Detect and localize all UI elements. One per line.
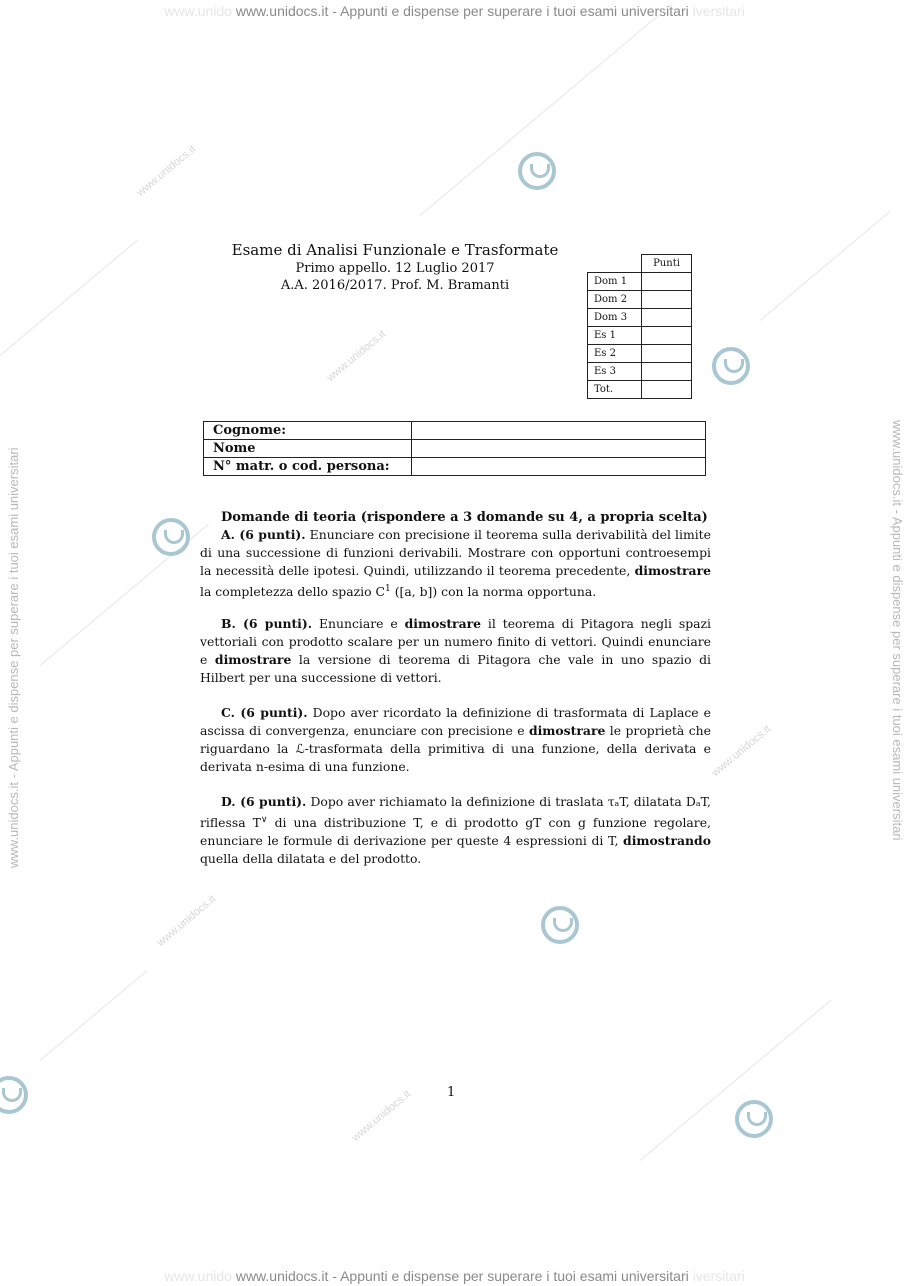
- unidocs-logo-icon: [735, 1100, 773, 1138]
- question-c-text-1: Dopo aver ricordato la definizione di trasformata di Laplace e ascissa di convergenza, enunciare con precisione e: [200, 705, 712, 738]
- score-table-header: Punti: [642, 255, 692, 273]
- score-table: [587, 254, 692, 399]
- score-row-label: Dom 3: [588, 309, 642, 327]
- score-cell: [642, 345, 692, 363]
- exam-header: [222, 240, 568, 294]
- question-c: [200, 704, 711, 776]
- score-cell: [642, 309, 692, 327]
- score-row-label: Es 3: [588, 363, 642, 381]
- question-d-text-3: quella della dilatata e del prodotto.: [200, 851, 422, 867]
- question-b-bold-1: dimostrare: [404, 616, 482, 631]
- theory-section-title: Domande di teoria (rispondere a 3 domande su 4, a propria scelta): [221, 510, 708, 525]
- question-c-label: C. (6 punti).: [221, 705, 308, 720]
- unidocs-logo-icon: [0, 1076, 28, 1114]
- question-a-text-2: la completezza dello spazio C: [200, 584, 385, 600]
- score-row-label: Es 1: [588, 327, 642, 345]
- student-field-value: [412, 422, 706, 440]
- score-row-label: Dom 1: [588, 273, 642, 291]
- page-number: 1: [447, 1085, 456, 1100]
- score-cell: [642, 327, 692, 345]
- watermark-diagonal: www.unidocs.it: [154, 893, 219, 949]
- score-table-corner: [588, 255, 642, 273]
- watermark-line: [0, 239, 138, 355]
- exam-session: Primo appello. 12 Luglio 2017: [295, 261, 495, 276]
- unidocs-logo-icon: [518, 152, 556, 190]
- question-c-bold-1: dimostrare: [528, 723, 606, 738]
- question-d-superscript: ∨: [260, 815, 268, 825]
- score-cell: [642, 273, 692, 291]
- watermark-ghost-prefix: www.unido: [164, 3, 232, 19]
- score-row-label: Tot.: [588, 381, 642, 399]
- watermark-right-side: www.unidocs.it - Appunti e dispense per superare i tuoi esami universitari: [890, 420, 905, 841]
- question-d-text-2: di una distribuzione T, e di prodotto gT con g funzione regolare, enunciare le formule di derivazione per queste 4 espressioni di T,: [200, 815, 711, 849]
- watermark-diagonal: www.unidocs.it: [324, 328, 389, 384]
- question-a-bold-1: dimostrare: [634, 563, 711, 578]
- question-b: [200, 615, 711, 687]
- score-cell: [642, 381, 692, 399]
- question-a-text-3: ([a, b]) con la norma opportuna.: [394, 584, 597, 600]
- watermark-diagonal: www.unidocs.it: [709, 723, 774, 779]
- watermark-line: [40, 970, 148, 1061]
- exam-year-professor: A.A. 2016/2017. Prof. M. Bramanti: [280, 278, 510, 293]
- watermark-top-banner: [0, 3, 909, 19]
- student-field-value: [412, 440, 706, 458]
- question-a: [200, 526, 711, 601]
- question-d-label: D. (6 punti).: [221, 794, 307, 809]
- exam-title: Esame di Analisi Funzionale e Trasformate: [231, 241, 559, 259]
- student-field-label: Nome: [204, 440, 412, 458]
- unidocs-logo-icon: [152, 518, 190, 556]
- watermark-ghost-suffix: iversitari: [692, 1268, 745, 1284]
- score-cell: [642, 363, 692, 381]
- question-c-text-2: le proprietà che riguardano la ℒ-trasformata della primitiva di una funzione, della derivata e derivata n-esima di una funzione.: [200, 723, 711, 774]
- watermark-ghost-prefix: www.unido: [164, 1268, 232, 1284]
- watermark-banner-text: www.unidocs.it - Appunti e dispense per superare i tuoi esami universitari: [235, 1268, 689, 1284]
- watermark-line: [760, 211, 891, 321]
- unidocs-logo-icon: [712, 347, 750, 385]
- watermark-line: [640, 999, 832, 1160]
- watermark-left-side: www.unidocs.it - Appunti e dispense per superare i tuoi esami universitari: [6, 447, 21, 868]
- question-d: [200, 793, 711, 868]
- question-b-label: B. (6 punti).: [221, 616, 313, 631]
- question-d-text-1: Dopo aver richiamato la definizione di traslata τₐT, dilatata DₐT, riflessa T: [200, 794, 711, 831]
- watermark-banner-text: www.unidocs.it - Appunti e dispense per superare i tuoi esami universitari: [235, 3, 689, 19]
- student-field-label: N° matr. o cod. persona:: [204, 458, 412, 476]
- watermark-diagonal: www.unidocs.it: [134, 143, 199, 199]
- score-row-label: Es 2: [588, 345, 642, 363]
- watermark-ghost-suffix: iversitari: [692, 3, 745, 19]
- question-b-text-3: la versione di teorema di Pitagora che vale in uno spazio di Hilbert per una successione di vettori.: [200, 652, 711, 685]
- student-field-label: Cognome:: [204, 422, 412, 440]
- question-a-label: A. (6 punti).: [221, 527, 306, 542]
- question-a-superscript: 1: [385, 584, 391, 594]
- score-row-label: Dom 2: [588, 291, 642, 309]
- score-cell: [642, 291, 692, 309]
- student-info-table: [203, 421, 706, 476]
- watermark-bottom-banner: [0, 1268, 909, 1284]
- unidocs-logo-icon: [541, 906, 579, 944]
- watermark-diagonal: www.unidocs.it: [349, 1088, 414, 1144]
- student-field-value: [412, 458, 706, 476]
- question-b-text-1: Enunciare e: [318, 616, 398, 631]
- question-a-text-1: Enunciare con precisione il teorema sulla derivabilità del limite di una successione di funzioni derivabili. Mostrare con opportuni controesempi la necessità delle ipotesi. Quindi, utilizzando il teorema precedente,: [200, 527, 711, 578]
- question-d-bold-1: dimostrando: [623, 833, 711, 849]
- question-b-bold-2: dimostrare: [214, 652, 292, 667]
- question-b-text-2: il teorema di Pitagora negli spazi vettoriali con prodotto scalare per un numero finito di vettori. Quindi enunciare e: [200, 616, 712, 667]
